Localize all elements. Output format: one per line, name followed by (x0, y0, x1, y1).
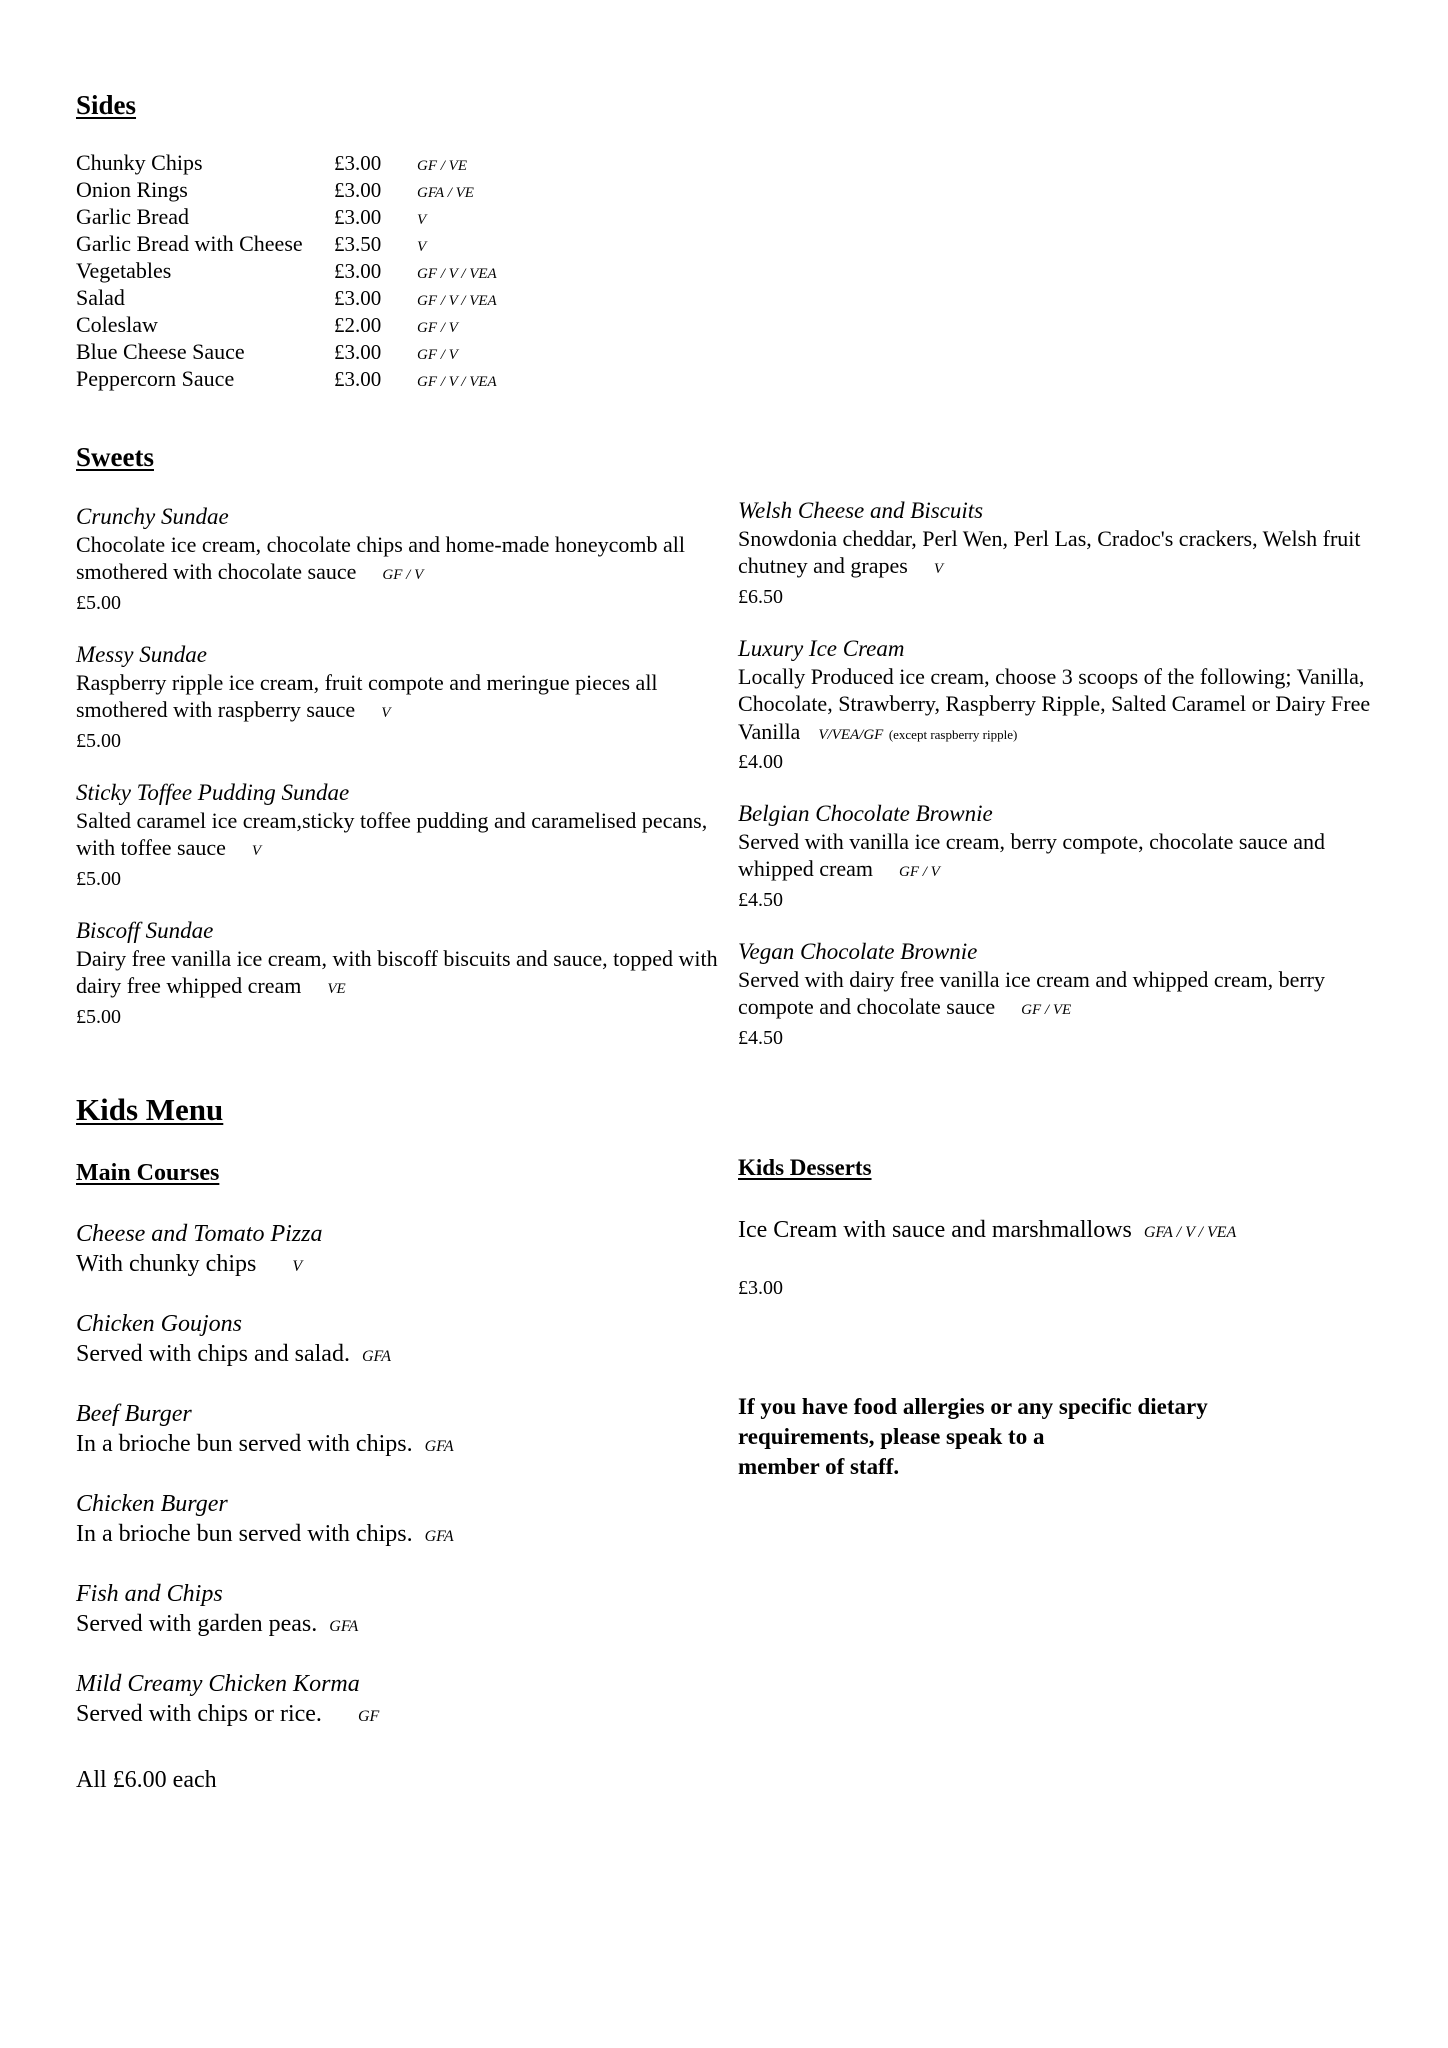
diet-tags: GFA (361, 1348, 391, 1365)
sweet-item-desc: Chocolate ice cream, chocolate chips and home-made honeycomb all smothered with chocolate sauce GF / V (76, 531, 686, 584)
sweet-item-price: £4.50 (738, 1026, 783, 1049)
sweet-item-price: £4.00 (738, 751, 783, 773)
side-item-price: £3.00 (334, 367, 382, 391)
kids-main-desc: Served with chips or rice. GF (76, 1701, 380, 1727)
side-item-price: £3.50 (334, 232, 382, 256)
diet-tags: GF (357, 1708, 380, 1725)
diet-tags: V (292, 1258, 303, 1275)
sweets-heading: Sweets (76, 442, 154, 472)
sweet-item-desc: Raspberry ripple ice cream, fruit compote and meringue pieces all smothered with raspberry sauce V (76, 669, 658, 722)
side-item-name: Garlic Bread (76, 204, 189, 229)
kids-main-title: Mild Creamy Chicken Korma (76, 1671, 360, 1697)
sweet-item-price: £5.00 (76, 729, 121, 752)
kids-dessert-desc: Ice Cream with sauce and marshmallows GFA / V / VEA (738, 1217, 1237, 1243)
side-item-name: Coleslaw (76, 312, 158, 337)
sweet-item-title: Biscoff Sundae (76, 918, 214, 943)
sweet-item-desc: Snowdonia cheddar, Perl Wen, Perl Las, Cradoc's crackers, Welsh fruit chutney and grapes V (738, 525, 1361, 578)
diet-tags: GFA / V / VEA (1143, 1224, 1237, 1241)
diet-tags: GFA (329, 1618, 359, 1635)
kids-mains-price: All £6.00 each (76, 1767, 217, 1793)
side-item (76, 231, 497, 258)
kids-main-desc: In a brioche bun served with chips. GFA (76, 1431, 454, 1457)
side-item-tags: GF / V / VEA (417, 293, 497, 309)
side-item-name: Salad (76, 285, 125, 310)
kids-main-item (76, 1489, 676, 1552)
sweet-item (76, 917, 726, 1031)
sweet-item-price: £5.00 (76, 867, 121, 890)
sweet-item-price: £5.00 (76, 1005, 121, 1028)
sweet-item (738, 800, 1388, 914)
kids-main-desc: Served with chips and salad. GFA (76, 1341, 391, 1367)
diet-tags: V (251, 843, 262, 859)
diet-note: (except raspberry ripple) (888, 726, 1018, 742)
kids-main-item (76, 1399, 676, 1462)
sweet-item-desc: Salted caramel ice cream,sticky toffee pudding and caramelised pecans, with toffee sauce V (76, 807, 708, 860)
side-item-name: Chunky Chips (76, 150, 203, 175)
allergy-notice (738, 1392, 1338, 1482)
side-item-name: Garlic Bread with Cheese (76, 231, 303, 256)
side-item-name: Blue Cheese Sauce (76, 339, 245, 364)
side-item (76, 312, 497, 339)
kids-dessert-price: £3.00 (738, 1277, 783, 1299)
side-item-tags: V (417, 212, 427, 228)
kids-main-title: Beef Burger (76, 1401, 192, 1427)
diet-tags: GF / V (382, 567, 424, 583)
sweet-item-desc: Locally Produced ice cream, choose 3 scoops of the following; Vanilla, Chocolate, Strawberry, Raspberry Ripple, Salted Caramel or Dairy Free Vanilla V/VEA/GF (except raspberry ripple) (738, 663, 1371, 744)
sweet-item (76, 641, 726, 755)
sweet-item-desc: Served with dairy free vanilla ice cream and whipped cream, berry compote and chocolate sauce GF / VE (738, 966, 1326, 1019)
kids-main-desc: Served with garden peas. GFA (76, 1611, 359, 1637)
sweet-item (76, 779, 726, 893)
main-courses-heading: Main Courses (76, 1160, 220, 1186)
kids-main-title: Chicken Burger (76, 1491, 228, 1517)
sweet-item (738, 497, 1388, 611)
sweet-item-title: Welsh Cheese and Biscuits (738, 498, 984, 523)
side-item-name: Vegetables (76, 258, 172, 283)
kids-main-desc: With chunky chips V (76, 1251, 303, 1277)
diet-tags: GF / V (899, 864, 940, 880)
kids-main-title: Chicken Goujons (76, 1311, 242, 1337)
side-item (76, 258, 497, 285)
side-item-tags: GF / V / VEA (417, 266, 497, 282)
kids-main-title: Fish and Chips (76, 1581, 223, 1607)
side-item (76, 177, 497, 204)
side-item-price: £3.00 (334, 340, 382, 364)
sweet-item-title: Crunchy Sundae (76, 504, 229, 529)
side-item-name: Onion Rings (76, 177, 188, 202)
side-item-price: £3.00 (334, 259, 382, 283)
allergy-notice-line: If you have food allergies or any specific dietary (738, 1394, 1208, 1419)
side-item-price: £3.00 (334, 178, 382, 202)
side-item-tags: GF / V / VEA (417, 374, 497, 390)
kids-main-item (76, 1669, 676, 1732)
sides-heading: Sides (76, 90, 137, 120)
diet-tags: GF / VE (1021, 1002, 1072, 1018)
side-item (76, 204, 497, 231)
kids-main-item (76, 1219, 676, 1282)
side-item (76, 150, 497, 177)
diet-tags: V (381, 705, 391, 721)
side-item-price: £3.00 (334, 286, 382, 310)
diet-tags: V (933, 561, 943, 577)
kids-main-desc: In a brioche bun served with chips. GFA (76, 1521, 454, 1547)
side-item-tags: V (417, 239, 427, 255)
sweet-item-desc: Served with vanilla ice cream, berry compote, chocolate sauce and whipped cream GF / V (738, 828, 1326, 881)
side-item (76, 285, 497, 312)
diet-tags: GFA (424, 1528, 454, 1545)
sweet-item-title: Sticky Toffee Pudding Sundae (76, 780, 350, 805)
kids-main-item (76, 1579, 676, 1642)
diet-tags: V/VEA/GF (818, 726, 884, 743)
sweet-item-desc: Dairy free vanilla ice cream, with biscoff biscuits and sauce, topped with dairy free whipped cream VE (76, 945, 718, 998)
side-item (76, 339, 497, 366)
side-item-tags: GF / V (417, 347, 458, 363)
side-item-tags: GF / VE (417, 158, 467, 174)
sweet-item-title: Vegan Chocolate Brownie (738, 939, 978, 964)
kids-main-item (76, 1309, 676, 1372)
sweet-item-price: £6.50 (738, 585, 783, 608)
side-item-price: £3.00 (334, 205, 382, 229)
allergy-notice-line: member of staff. (738, 1454, 900, 1479)
diet-tags: GFA (424, 1438, 454, 1455)
sides-list (76, 150, 497, 393)
kids-menu-heading: Kids Menu (76, 1092, 224, 1127)
side-item (76, 366, 497, 393)
side-item-price: £2.00 (334, 313, 382, 337)
kids-main-title: Cheese and Tomato Pizza (76, 1221, 323, 1247)
kids-desserts-heading: Kids Desserts (738, 1155, 872, 1180)
sweet-item (738, 938, 1388, 1052)
sweet-item-title: Messy Sundae (76, 642, 207, 667)
side-item-tags: GF / V (417, 320, 458, 336)
diet-tags: VE (327, 981, 346, 997)
sweet-item-price: £4.50 (738, 888, 783, 911)
side-item-name: Peppercorn Sauce (76, 366, 235, 391)
allergy-notice-line: requirements, please speak to a (738, 1424, 1045, 1449)
sweet-item-price: £5.00 (76, 591, 121, 614)
sweet-item (76, 503, 726, 617)
side-item-price: £3.00 (334, 151, 382, 175)
sweet-item-title: Belgian Chocolate Brownie (738, 801, 993, 826)
side-item-tags: GFA / VE (417, 185, 474, 201)
sweet-item-title: Luxury Ice Cream (738, 636, 905, 661)
sweet-item (738, 635, 1388, 777)
